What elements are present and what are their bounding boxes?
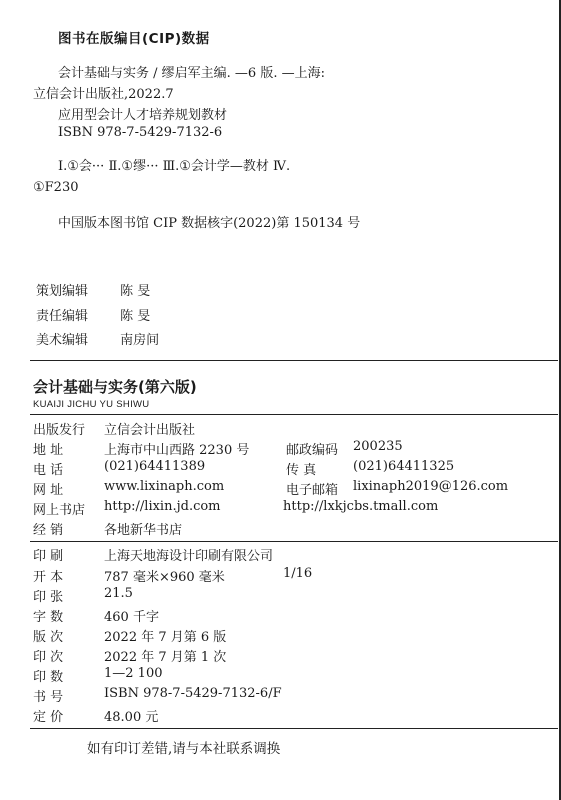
row-value: 460 千字 <box>104 610 159 625</box>
row-value: 各地新华书店 <box>104 523 183 538</box>
footer-note: 如有印订差错,请与本社联系调换 <box>87 741 281 757</box>
printing-row <box>33 586 133 605</box>
row-label: 印 刷 <box>33 549 64 564</box>
row-value: 上海市中山西路 2230 号 <box>104 443 250 458</box>
cip-line: 会计基础与实务 / 缪启军主编. —6 版. —上海: <box>58 66 325 81</box>
row-label: 传 真 <box>286 463 317 478</box>
row-value: 21.5 <box>104 586 133 601</box>
isbn-value: ISBN 978-7-5429-7132-6/F <box>104 686 282 701</box>
row-label: 印 次 <box>33 650 64 665</box>
row-label: 网 址 <box>33 483 64 498</box>
printing-row <box>33 606 159 625</box>
online-store-link: http://lixin.jd.com <box>104 499 221 514</box>
row-label: 电子邮箱 <box>286 483 339 498</box>
staff-row <box>36 280 150 299</box>
row-label: 字 数 <box>33 610 64 625</box>
website-link: www.lixinaph.com <box>104 479 225 494</box>
row-label: 经 销 <box>33 523 64 538</box>
row-value: 787 毫米×960 毫米 <box>104 570 225 585</box>
staff-row <box>36 305 150 324</box>
row-label: 印 张 <box>33 590 64 605</box>
publisher-row <box>33 419 196 438</box>
row-label: 出版发行 <box>33 423 86 438</box>
row-label: 印 数 <box>33 670 64 685</box>
cip-line: ISBN 978-7-5429-7132-6 <box>58 125 223 140</box>
staff-role: 策划编辑 <box>36 284 89 299</box>
book-title: 会计基础与实务(第六版) <box>33 378 197 396</box>
row-value: 上海天地海设计印刷有限公司 <box>104 549 274 564</box>
publisher-row <box>33 479 509 498</box>
cip-line: Ⅰ.①会··· Ⅱ.①缪··· Ⅲ.①会计学—教材 Ⅳ. <box>58 159 291 174</box>
row-value: 立信会计出版社 <box>104 423 196 438</box>
divider <box>30 541 558 542</box>
row-value: (021)64411325 <box>353 459 455 474</box>
row-value: 1—2 100 <box>104 666 163 681</box>
email-address: lixinaph2019@126.com <box>353 479 509 494</box>
row-label: 版 次 <box>33 630 64 645</box>
publisher-row <box>33 499 439 518</box>
divider <box>30 360 558 361</box>
row-label: 定 价 <box>33 710 64 725</box>
book-pinyin: KUAIJI JICHU YU SHIWU <box>33 399 150 410</box>
divider <box>30 728 558 729</box>
row-label: 电 话 <box>33 463 64 478</box>
row-label: 地 址 <box>33 443 64 458</box>
row-value: 1/16 <box>283 566 313 581</box>
row-value: 2022 年 7 月第 1 次 <box>104 650 227 665</box>
online-store-link: http://lxkjcbs.tmall.com <box>283 499 439 514</box>
staff-name: 南房间 <box>120 333 160 348</box>
row-value: (021)64411389 <box>104 459 206 474</box>
price-value: 48.00 元 <box>104 710 159 725</box>
row-value: 200235 <box>353 439 403 454</box>
row-label: 网上书店 <box>33 503 86 518</box>
row-label: 开 本 <box>33 570 64 585</box>
staff-row <box>36 329 159 348</box>
printing-row <box>33 706 159 725</box>
printing-row <box>33 686 282 705</box>
publisher-row <box>33 459 455 478</box>
cip-line: 中国版本图书馆 CIP 数据核字(2022)第 150134 号 <box>58 216 361 231</box>
printing-row <box>33 666 163 685</box>
printing-row <box>33 566 313 585</box>
row-value: 2022 年 7 月第 6 版 <box>104 630 227 645</box>
staff-name: 陈 旻 <box>120 309 151 324</box>
printing-row <box>33 646 227 665</box>
staff-role: 美术编辑 <box>36 333 89 348</box>
publisher-row <box>33 519 183 538</box>
printing-row <box>33 626 227 645</box>
cip-line: 应用型会计人才培养规划教材 <box>58 108 228 123</box>
divider <box>30 414 558 415</box>
printing-row <box>33 545 274 564</box>
cip-line: ①F230 <box>33 180 79 195</box>
cip-title: 图书在版编目(CIP)数据 <box>58 31 210 47</box>
row-label: 书 号 <box>33 690 64 705</box>
staff-role: 责任编辑 <box>36 309 89 324</box>
cip-line: 立信会计出版社,2022.7 <box>33 87 174 102</box>
staff-name: 陈 旻 <box>120 284 151 299</box>
row-label: 邮政编码 <box>286 443 339 458</box>
publisher-row <box>33 439 403 458</box>
